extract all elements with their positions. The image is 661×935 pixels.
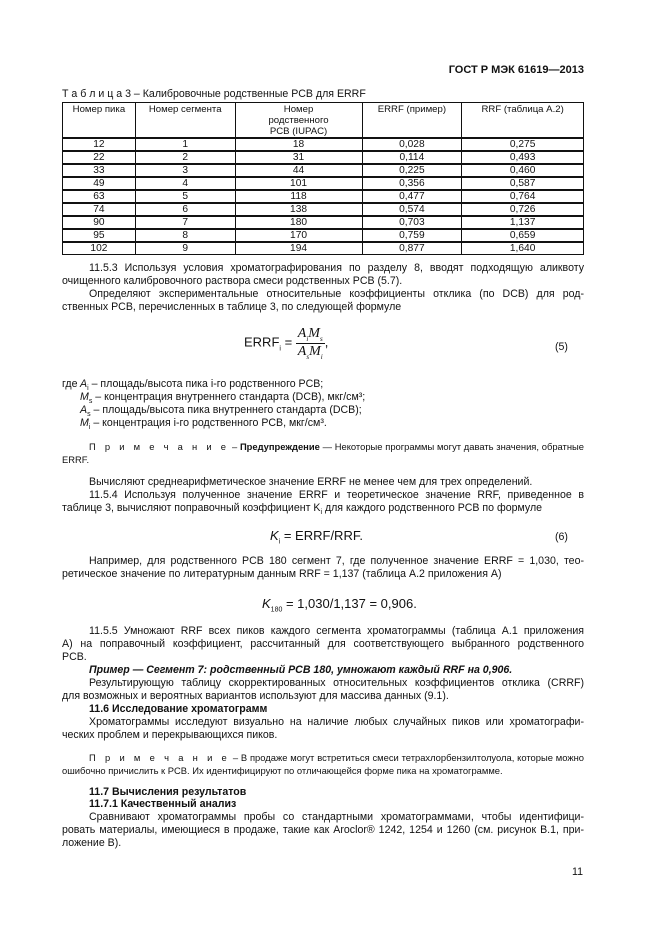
paragraph-result-line: Результирующую таблицу скорректированных относительных коэффициентов отклика (CRRF) <box>89 677 584 689</box>
paragraph-11-6-line: ческих проблем и перекрывающихся пиков. <box>62 729 278 741</box>
paragraph-11-5-3-line: очищенного калибровочного раствора смеси родственных PCB (5.7). <box>62 275 403 287</box>
table-cell: 1,640 <box>462 242 584 255</box>
table-cell: 31 <box>235 151 362 164</box>
definition: – площадь/высота пика внутреннего стандарта (DCB); <box>90 404 362 416</box>
table-cell: 138 <box>235 203 362 216</box>
table-cell: 63 <box>63 190 136 203</box>
table-cell: 95 <box>63 229 136 242</box>
caption-label: Т а б л и ц а 3 <box>62 88 131 100</box>
paragraph-11-5-5-line: А) на поправочный коэффициент, рассчитанный для соответствующего выбранного родственного <box>62 638 584 650</box>
formula-sub: s <box>319 334 323 343</box>
where-item <box>80 378 323 392</box>
heading-11-7: 11.7 Вычисления результатов <box>89 786 247 798</box>
table-cell: 0,659 <box>462 229 584 242</box>
table-cell: 7 <box>135 216 235 229</box>
paragraph-11-7-1-line: ровать материалы, имеющиеся в продаже, такие как Aroclor® 1242, 1254 и 1260 (см. рисунок В.1, при- <box>62 824 584 836</box>
table-cell: 90 <box>63 216 136 229</box>
paragraph-11-7-1-line: Сравнивают хроматограммы пробы со стандартными хроматограммами, чтобы идентифици- <box>89 811 584 823</box>
paragraph-11-5-3-line: 11.5.3 Используя условия хроматографирования по разделу 8, вводят подходящую аликвоту <box>89 262 584 274</box>
table-cell: 118 <box>235 190 362 203</box>
symbol: M <box>309 343 321 359</box>
document-header: ГОСТ Р МЭК 61619—2013 <box>448 64 584 76</box>
formula-fraction <box>296 326 325 361</box>
table-cell: 6 <box>135 203 235 216</box>
note-label: П р и м е ч а н и е <box>89 752 230 763</box>
paragraph-define-line: Определяют экспериментальные относительные коэффициенты отклика (по DCB) для род- <box>89 288 584 300</box>
paragraph-result-line: для возможных и вероятных вариантов используют для массива данных (9.1). <box>62 690 449 702</box>
definition: – площадь/высота пика i-го родственного PCB; <box>88 378 324 390</box>
table-cell: 74 <box>63 203 136 216</box>
table-cell: 0,877 <box>362 242 462 255</box>
page-number: 11 <box>572 866 583 878</box>
formula-5: $ERRF_i$ = $\frac{A_iM_s}{A_sM_i}$ , <box>244 326 329 361</box>
table-row <box>63 177 584 190</box>
example-bold: Пример — Сегмент 7: родственный PCB 180, умножают каждый RRF на 0,906. <box>89 664 513 676</box>
equation-number-5: (5) <box>555 341 568 353</box>
paragraph-11-5-4-line <box>62 502 584 519</box>
symbol: K <box>270 528 279 543</box>
symbol-sub: i <box>88 424 91 432</box>
column-header: Номер пика <box>63 103 136 139</box>
note-2-line2: ошибочно причислить к PCB. Их идентифицируют по отличающейся форме пика на хроматограмме. <box>62 765 503 776</box>
table-cell: 18 <box>235 138 362 151</box>
table-cell: 1 <box>135 138 235 151</box>
note-text: – В продаже могут встретиться смеси тетрахлорбензилтолуола, которые можно <box>229 752 584 763</box>
column-header: ERRF (пример) <box>362 103 462 139</box>
note-text: — Некоторые программы могут давать значения, обратные <box>319 441 584 452</box>
paragraph-mean: Вычисляют среднеарифметическое значение ERRF не менее чем для трех определений. <box>89 476 533 488</box>
table-cell: 0,759 <box>362 229 462 242</box>
formula-6 <box>270 528 363 546</box>
table-header-row <box>63 103 584 139</box>
note-label: П р и м е ч а н и е <box>89 441 230 452</box>
formula-text: = ERRF/RRF. <box>280 528 363 543</box>
symbol: A <box>80 378 88 390</box>
table-cell: 22 <box>63 151 136 164</box>
symbol: M <box>308 326 320 341</box>
note-2 <box>62 751 584 764</box>
formula-sub: i <box>279 345 281 353</box>
table-cell: 0,574 <box>362 203 462 216</box>
formula-sub: i <box>306 334 309 343</box>
table-cell: 5 <box>135 190 235 203</box>
table-row <box>63 151 584 164</box>
formula-k180 <box>262 596 417 614</box>
table-cell: 49 <box>63 177 136 190</box>
column-header: Номер сегмента <box>135 103 235 139</box>
table-cell: 9 <box>135 242 235 255</box>
table-cell: 180 <box>235 216 362 229</box>
table-row <box>63 164 584 177</box>
symbol-sub: s <box>87 411 91 419</box>
symbol: A <box>80 404 88 416</box>
table-cell: 101 <box>235 177 362 190</box>
formula-sub: 180 <box>270 606 283 614</box>
symbol-sub: s <box>88 398 93 406</box>
table-cell: 4 <box>135 177 235 190</box>
equation-number-6: (6) <box>555 531 568 543</box>
note-dash: – <box>229 441 240 452</box>
where-item <box>80 417 327 431</box>
where-item <box>80 404 362 418</box>
symbol: K <box>262 596 271 611</box>
table-cell: 0,764 <box>462 190 584 203</box>
table-cell: 170 <box>235 229 362 242</box>
symbol: M <box>80 391 89 403</box>
paragraph-example-line: ретическое значение по литературным данным RRF = 1,137 (таблица А.2 приложения А) <box>62 568 502 580</box>
where-item <box>80 391 365 405</box>
table-cell: 0,028 <box>362 138 462 151</box>
table-cell: 3 <box>135 164 235 177</box>
paragraph-example-line: Например, для родственного PCB 180 сегмент 7, где полученное значение ERRF = 1,030, тео- <box>89 555 584 567</box>
symbol: A <box>297 326 307 341</box>
table-cell: 12 <box>63 138 136 151</box>
table-row <box>63 229 584 242</box>
formula-tail: , <box>324 334 329 350</box>
table-cell: 0,493 <box>462 151 584 164</box>
formula-lhs: ERRF <box>244 334 280 350</box>
table-row <box>63 242 584 255</box>
column-header: RRF (таблица А.2) <box>462 103 584 139</box>
paragraph-11-7-1-line: ложение В). <box>62 837 122 849</box>
table-cell: 0,587 <box>462 177 584 190</box>
formula-sub: i <box>320 352 323 361</box>
table-row <box>63 138 584 151</box>
table-cell: 0,356 <box>362 177 462 190</box>
definition: – концентрация внутреннего стандарта (DCB), мкг/см³; <box>92 391 366 403</box>
calibration-table <box>62 102 584 255</box>
text: для каждого родственного PCB по формуле <box>322 502 543 514</box>
table-cell: 0,477 <box>362 190 462 203</box>
table-cell: 0,726 <box>462 203 584 216</box>
formula-sub: i <box>278 538 281 546</box>
table-caption <box>62 88 366 100</box>
table-cell: 1,137 <box>462 216 584 229</box>
table-row <box>63 216 584 229</box>
definition: – концентрация i-го родственного PCB, мкг/см³. <box>90 417 327 429</box>
paragraph-11-5-4-line: 11.5.4 Используя полученное значение ERRF и теоретическое значение RRF, приведенное в <box>89 489 584 501</box>
note-warning: Предупреждение <box>239 441 320 452</box>
caption-text: – Калибровочные родственные PCB для ERRF <box>130 88 366 100</box>
symbol-sub: i <box>87 385 89 393</box>
table-cell: 44 <box>235 164 362 177</box>
formula-sub: s <box>306 352 310 361</box>
table-cell: 33 <box>63 164 136 177</box>
paragraph-11-6-line: Хроматограммы исследуют визуально на наличие любых случайных пиков или хроматографи- <box>89 716 584 728</box>
table-cell: 2 <box>135 151 235 164</box>
text: таблице 3, вычисляют поправочный коэффициент K <box>62 502 321 514</box>
table-cell: 0,703 <box>362 216 462 229</box>
table-cell: 0,460 <box>462 164 584 177</box>
table-row <box>63 203 584 216</box>
heading-11-6: 11.6 Исследование хроматограмм <box>89 703 268 715</box>
symbol: M <box>80 417 89 429</box>
paragraph-11-5-5-line: 11.5.5 Умножают RRF всех пиков каждого сегмента хроматограммы (таблица А.1 приложения <box>89 625 584 637</box>
table-cell: 0,275 <box>462 138 584 151</box>
table-cell: 0,225 <box>362 164 462 177</box>
text-sub: i <box>320 509 322 517</box>
table-row <box>63 190 584 203</box>
symbol: A <box>297 343 307 359</box>
note-1 <box>62 440 584 453</box>
table-cell: 8 <box>135 229 235 242</box>
table-cell: 194 <box>235 242 362 255</box>
table-cell: 0,114 <box>362 151 462 164</box>
paragraph-define-line: ственных PCB, перечисленных в таблице 3, по следующей формуле <box>62 301 402 313</box>
where-intro: где <box>62 378 78 390</box>
table-cell: 102 <box>63 242 136 255</box>
heading-11-7-1: 11.7.1 Качественный анализ <box>89 798 237 810</box>
paragraph-11-5-5-line: PCB. <box>62 651 87 663</box>
column-header: Номер родственного PCB (IUPAC) <box>235 103 362 139</box>
note-1-line2: ERRF. <box>62 454 90 465</box>
formula-text: = 1,030/1,137 = 0,906. <box>282 596 417 611</box>
